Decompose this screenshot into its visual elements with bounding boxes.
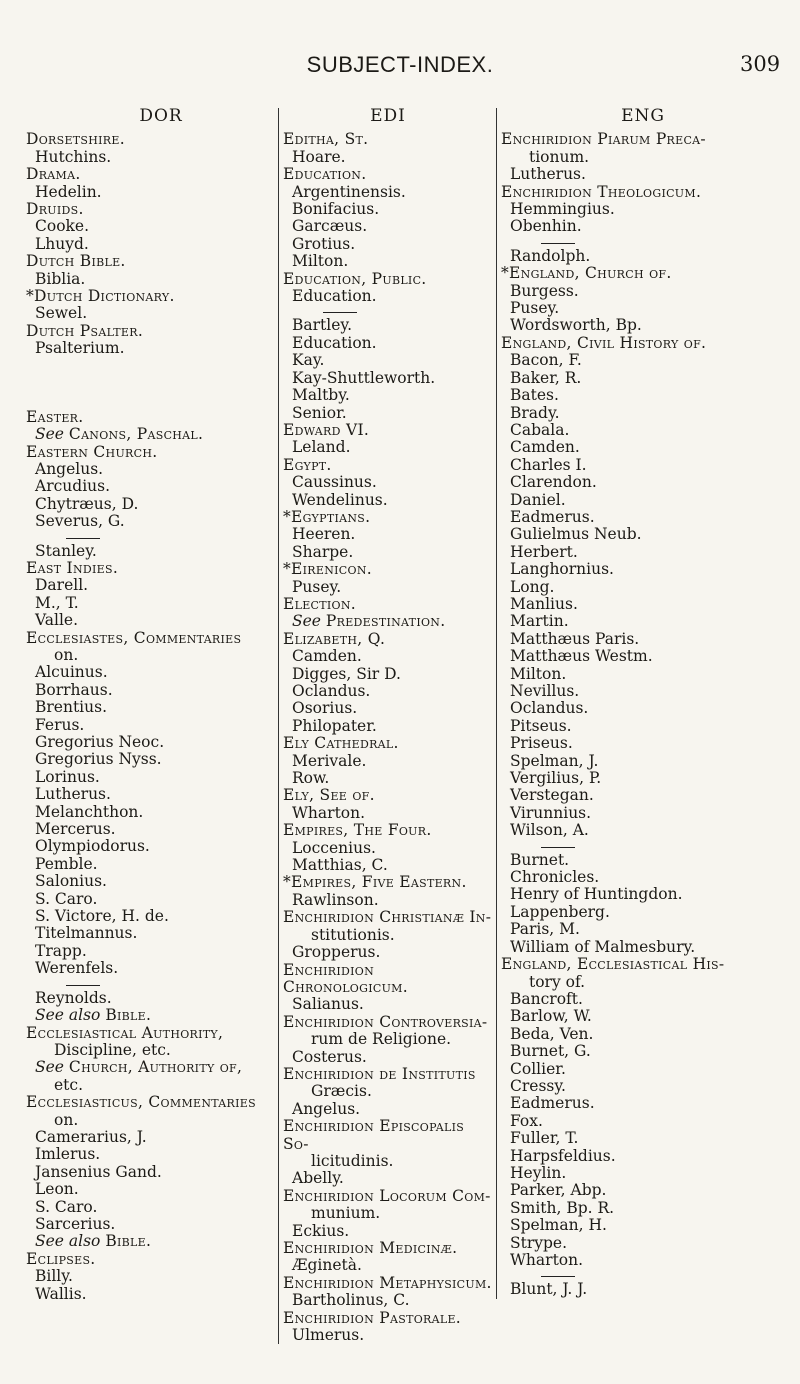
index-heading-continuation: licitudinis. [311,1151,394,1170]
index-subentry: Gregorius Nyss. [35,750,162,769]
index-subentry: Collier. [510,1059,566,1078]
column-guide-word: EDI [370,106,406,126]
index-subentry: Pusey. [292,577,342,596]
index-heading: Empires, The Four. [283,821,432,840]
index-subentry: Pusey. [510,299,560,318]
index-subentry: Jansenius Gand. [35,1162,162,1181]
index-subentry: Lhuyd. [35,234,89,253]
index-subentry: Kay. [292,351,325,370]
index-subentry: Lutherus. [510,165,586,184]
index-heading: Ecclesiasticus, Commentaries [26,1093,256,1112]
index-heading-continuation: on. [54,1110,79,1129]
index-entries [283,131,493,1344]
index-subentry: Row. [292,769,330,788]
see-prefix: See also [35,1232,101,1251]
index-subentry: Fuller, T. [510,1129,579,1148]
index-heading: *Dutch Dictionary. [26,287,175,306]
index-subentry: Long. [510,577,555,596]
index-subentry: Nevillus. [510,682,580,700]
index-heading: Edward VI. [283,420,370,439]
index-subentry: Spelman, H. [510,1216,607,1235]
index-subentry: Trapp. [35,941,87,960]
index-subentry: Sarcerius. [35,1214,116,1233]
cross-reference [283,613,493,630]
index-subentry: Paris, M. [510,920,580,939]
index-subentry: Bates. [510,386,559,405]
index-heading: Enchiridion de Institutis [283,1064,476,1083]
index-subentry: Hoare. [292,147,346,166]
index-subentry: Abelly. [292,1169,344,1188]
index-heading: Enchiridion Chronologicum. [283,960,408,996]
index-subentry: Priseus. [510,734,573,753]
index-heading: England, Ecclesiastical His- [501,955,725,974]
index-subentry: Lutherus. [35,785,111,804]
index-subentry: Eadmerus. [510,1094,595,1113]
index-subentry: Chytræus, D. [35,494,139,513]
index-subentry: Randolph. [510,246,591,265]
index-subentry: Cressy. [510,1076,566,1095]
index-subentry: Bartley. [292,316,353,335]
column-guide-word: DOR [139,106,183,126]
index-subentry: Wordsworth, Bp. [510,316,642,335]
index-heading-continuation: Discipline, etc. [54,1040,171,1059]
index-subentry: Gropperus. [292,943,381,962]
index-subentry: Lorinus. [35,767,100,786]
section-rule [323,312,357,313]
index-subentry: Henry of Huntingdon. [510,885,683,904]
index-heading: Eastern Church. [26,442,158,461]
index-entries [26,131,266,1303]
index-subentry: Burnet. [510,850,570,869]
index-column-2 [278,108,493,1344]
index-subentry: Grotius. [292,234,356,253]
index-heading-continuation: munium. [311,1204,381,1223]
index-heading-continuation: tory of. [529,972,586,991]
index-subentry: Caussinus. [292,473,377,492]
index-subentry: Martin. [510,612,569,631]
index-subentry: Maltby. [292,386,350,405]
index-heading: Enchiridion Piarum Preca- [501,130,706,149]
index-subentry: Stanley. [35,541,97,560]
index-heading: Drama. [26,165,81,184]
index-heading: Dutch Psalter. [26,321,144,340]
index-heading: Ely Cathedral. [283,734,399,753]
index-subentry: Manlius. [510,594,578,613]
index-subentry: Spelman, J. [510,751,599,770]
index-subentry: Costerus. [292,1047,367,1066]
index-subentry: Arcudius. [35,477,111,496]
index-subentry: Reynolds. [35,988,112,1007]
index-subentry: Hedelin. [35,182,102,201]
index-subentry: Titelmannus. [35,924,138,943]
spacer [26,375,266,392]
index-subentry: Ulmerus. [292,1326,365,1345]
index-subentry: Camden. [292,647,362,666]
index-heading: Enchiridion Pastorale. [283,1308,462,1327]
index-subentry: Darell. [35,576,89,595]
index-subentry: Oclandus. [292,682,371,700]
index-subentry: Education. [292,333,377,352]
index-heading: Dutch Bible. [26,252,126,271]
spacer [26,392,266,409]
index-subentry: Argentinensis. [292,182,406,201]
index-subentry: Cabala. [510,420,570,439]
index-subentry: Imlerus. [35,1145,101,1164]
index-subentry: Wallis. [35,1284,87,1303]
cross-reference-target: Church, Authority of, [68,1058,243,1077]
index-subentry: Kay-Shuttleworth. [292,368,436,387]
index-subentry: Vergilius, P. [510,769,602,788]
index-subentry: Burnet, G. [510,1042,591,1061]
index-subentry: Severus, G. [35,512,125,531]
index-subentry: Heylin. [510,1163,567,1182]
index-subentry: Sharpe. [292,542,354,561]
cross-reference-target: Bible. [105,1006,152,1025]
index-subentry: Mercerus. [35,820,116,839]
index-subentry: Brentius. [35,698,108,717]
index-heading: Enchiridion Episcopalis So- [283,1117,465,1153]
index-subentry: Milton. [510,664,567,683]
index-subentry: Alcuinus. [35,663,108,682]
index-subentry: Senior. [292,403,347,422]
index-subentry: S. Victore, H. de. [35,907,169,926]
index-heading: *Egyptians. [283,507,371,526]
index-heading: Ecclesiastes, Commentaries [26,628,242,647]
index-heading: Elizabeth, Q. [283,629,386,648]
index-heading: *Eirenicon. [283,560,372,579]
index-subentry: Leon. [35,1180,79,1199]
index-subentry: Heeren. [292,525,356,544]
index-heading: Dorsetshire. [26,130,125,149]
index-subentry: S. Caro. [35,1197,98,1216]
column-guide-word: ENG [621,106,665,126]
running-title: SUBJECT-INDEX. [306,52,494,77]
index-entries [501,131,785,1298]
index-heading: Education, Public. [283,269,427,288]
section-rule [66,538,100,539]
index-heading: Education. [283,165,367,184]
index-subentry: Ferus. [35,715,85,734]
cross-reference [26,1059,266,1076]
index-heading-continuation: etc. [54,1075,84,1094]
index-subentry: Pemble. [35,854,98,873]
index-heading-continuation: tionum. [529,147,590,166]
index-subentry: Biblia. [35,269,86,288]
index-subentry: Smith, Bp. R. [510,1198,615,1217]
see-prefix: See [35,425,64,444]
index-heading-continuation: Græcis. [311,1082,372,1101]
index-heading: Ecclesiastical Authority, [26,1023,224,1042]
cross-reference [26,426,266,443]
index-subentry: Bacon, F. [510,351,582,370]
index-heading: Egypt. [283,455,332,474]
index-subentry: Blunt, J. J. [510,1280,588,1299]
index-subentry: Salianus. [292,995,364,1014]
index-heading: Druids. [26,200,84,219]
index-subentry: Æginetà. [292,1256,362,1275]
index-subentry: Pitseus. [510,716,572,735]
index-subentry: Eckius. [292,1221,350,1240]
index-heading: Ely, See of. [283,786,375,805]
index-subentry: S. Caro. [35,889,98,908]
index-subentry: Charles I. [510,455,587,474]
index-subentry: Matthæus Westm. [510,647,653,666]
index-subentry: Matthæus Paris. [510,629,640,648]
index-subentry: Eadmerus. [510,507,595,526]
index-subentry: Daniel. [510,490,566,509]
index-subentry: Merivale. [292,751,367,770]
index-subentry: Education. [292,287,377,306]
index-heading-continuation: rum de Religione. [311,1030,452,1049]
index-heading: *England, Church of. [501,264,672,283]
index-subentry: Bancroft. [510,989,583,1008]
index-subentry: Matthias, C. [292,856,388,875]
index-heading: Enchiridion Locorum Com- [283,1186,491,1205]
index-subentry: Wilson, A. [510,821,589,840]
see-prefix: See [35,1058,64,1077]
index-heading: Enchiridion Controversia- [283,1012,488,1031]
index-subentry: Verstegan. [510,786,594,805]
index-subentry: Obenhin. [510,217,582,236]
section-rule [541,847,575,848]
page-number: 309 [740,52,781,76]
index-column-1 [26,108,266,1303]
index-subentry: M., T. [35,593,79,612]
cross-reference [26,1233,266,1250]
index-subentry: Hutchins. [35,147,112,166]
index-subentry: Wharton. [510,1251,584,1269]
index-subentry: Barlow, W. [510,1007,592,1026]
index-heading: Enchiridion Christianæ In- [283,908,492,927]
index-subentry: Salonius. [35,872,107,891]
index-subentry: Virunnius. [510,803,592,822]
section-rule [541,1276,575,1277]
index-subentry: Hemmingius. [510,200,615,219]
index-subentry: Camden. [510,438,580,457]
index-heading: Eclipses. [26,1249,96,1268]
index-subentry: Angelus. [292,1099,361,1118]
index-subentry: Melanchthon. [35,802,144,821]
index-subentry: Psalterium. [35,339,125,358]
index-subentry: Rawlinson. [292,890,379,909]
index-subentry: Bonifacius. [292,200,380,219]
cross-reference-target: Bible. [105,1232,152,1251]
index-subentry: Langhornius. [510,560,614,579]
index-subentry: Loccenius. [292,838,376,857]
index-subentry: Cooke. [35,217,90,236]
index-subentry: Oclandus. [510,699,589,718]
cross-reference-target: Predestination. [325,612,446,631]
index-heading: Editha, St. [283,130,369,149]
index-subentry: Werenfels. [35,959,119,978]
index-subentry: Sewel. [35,304,88,323]
index-heading: Election. [283,594,357,613]
index-subentry: Lappenberg. [510,902,610,921]
index-subentry: Gregorius Neoc. [35,733,165,751]
cross-reference-target: Canons, Paschal. [68,425,204,444]
index-subentry: Borrhaus. [35,680,113,699]
index-subentry: Wharton. [292,803,366,822]
index-subentry: William of Malmesbury. [510,937,696,956]
see-prefix: See [292,612,321,631]
index-subentry: Herbert. [510,542,578,561]
index-subentry: Beda, Ven. [510,1024,594,1043]
index-subentry: Parker, Abp. [510,1181,607,1200]
index-subentry: Burgess. [510,281,579,300]
index-subentry: Wendelinus. [292,490,388,509]
index-column-3 [496,108,785,1299]
index-subentry: Osorius. [292,699,358,718]
cross-reference [26,1007,266,1024]
index-heading: East Indies. [26,558,119,577]
see-prefix: See also [35,1006,101,1025]
section-rule [541,243,575,244]
index-heading: Enchiridion Metaphysicum. [283,1273,492,1292]
index-subentry: Clarendon. [510,473,597,492]
index-subentry: Baker, R. [510,368,582,387]
index-subentry: Philopater. [292,716,377,735]
index-subentry: Bartholinus, C. [292,1291,410,1310]
index-subentry: Camerarius, J. [35,1127,147,1146]
index-subentry: Digges, Sir D. [292,664,401,683]
index-subentry: Gulielmus Neub. [510,525,642,544]
index-subentry: Billy. [35,1267,73,1286]
index-heading: Enchiridion Medicinæ. [283,1239,458,1257]
index-heading: *Empires, Five Eastern. [283,873,467,892]
index-subentry: Harpsfeldius. [510,1146,616,1165]
section-rule [66,985,100,986]
index-subentry: Olympiodorus. [35,837,150,856]
index-subentry: Milton. [292,252,349,271]
index-subentry: Valle. [35,611,79,630]
spacer [26,358,266,375]
index-subentry: Chronicles. [510,868,600,887]
index-heading: Easter. [26,407,84,426]
index-heading-continuation: on. [54,645,79,664]
index-subentry: Leland. [292,438,351,457]
index-subentry: Fox. [510,1111,543,1130]
index-heading-continuation: stitutionis. [311,925,395,944]
index-subentry: Angelus. [35,459,104,478]
index-subentry: Strype. [510,1233,568,1252]
index-heading: Enchiridion Theologicum. [501,182,702,201]
index-subentry: Garcæus. [292,217,368,236]
index-heading: England, Civil History of. [501,333,707,352]
index-subentry: Brady. [510,403,560,422]
